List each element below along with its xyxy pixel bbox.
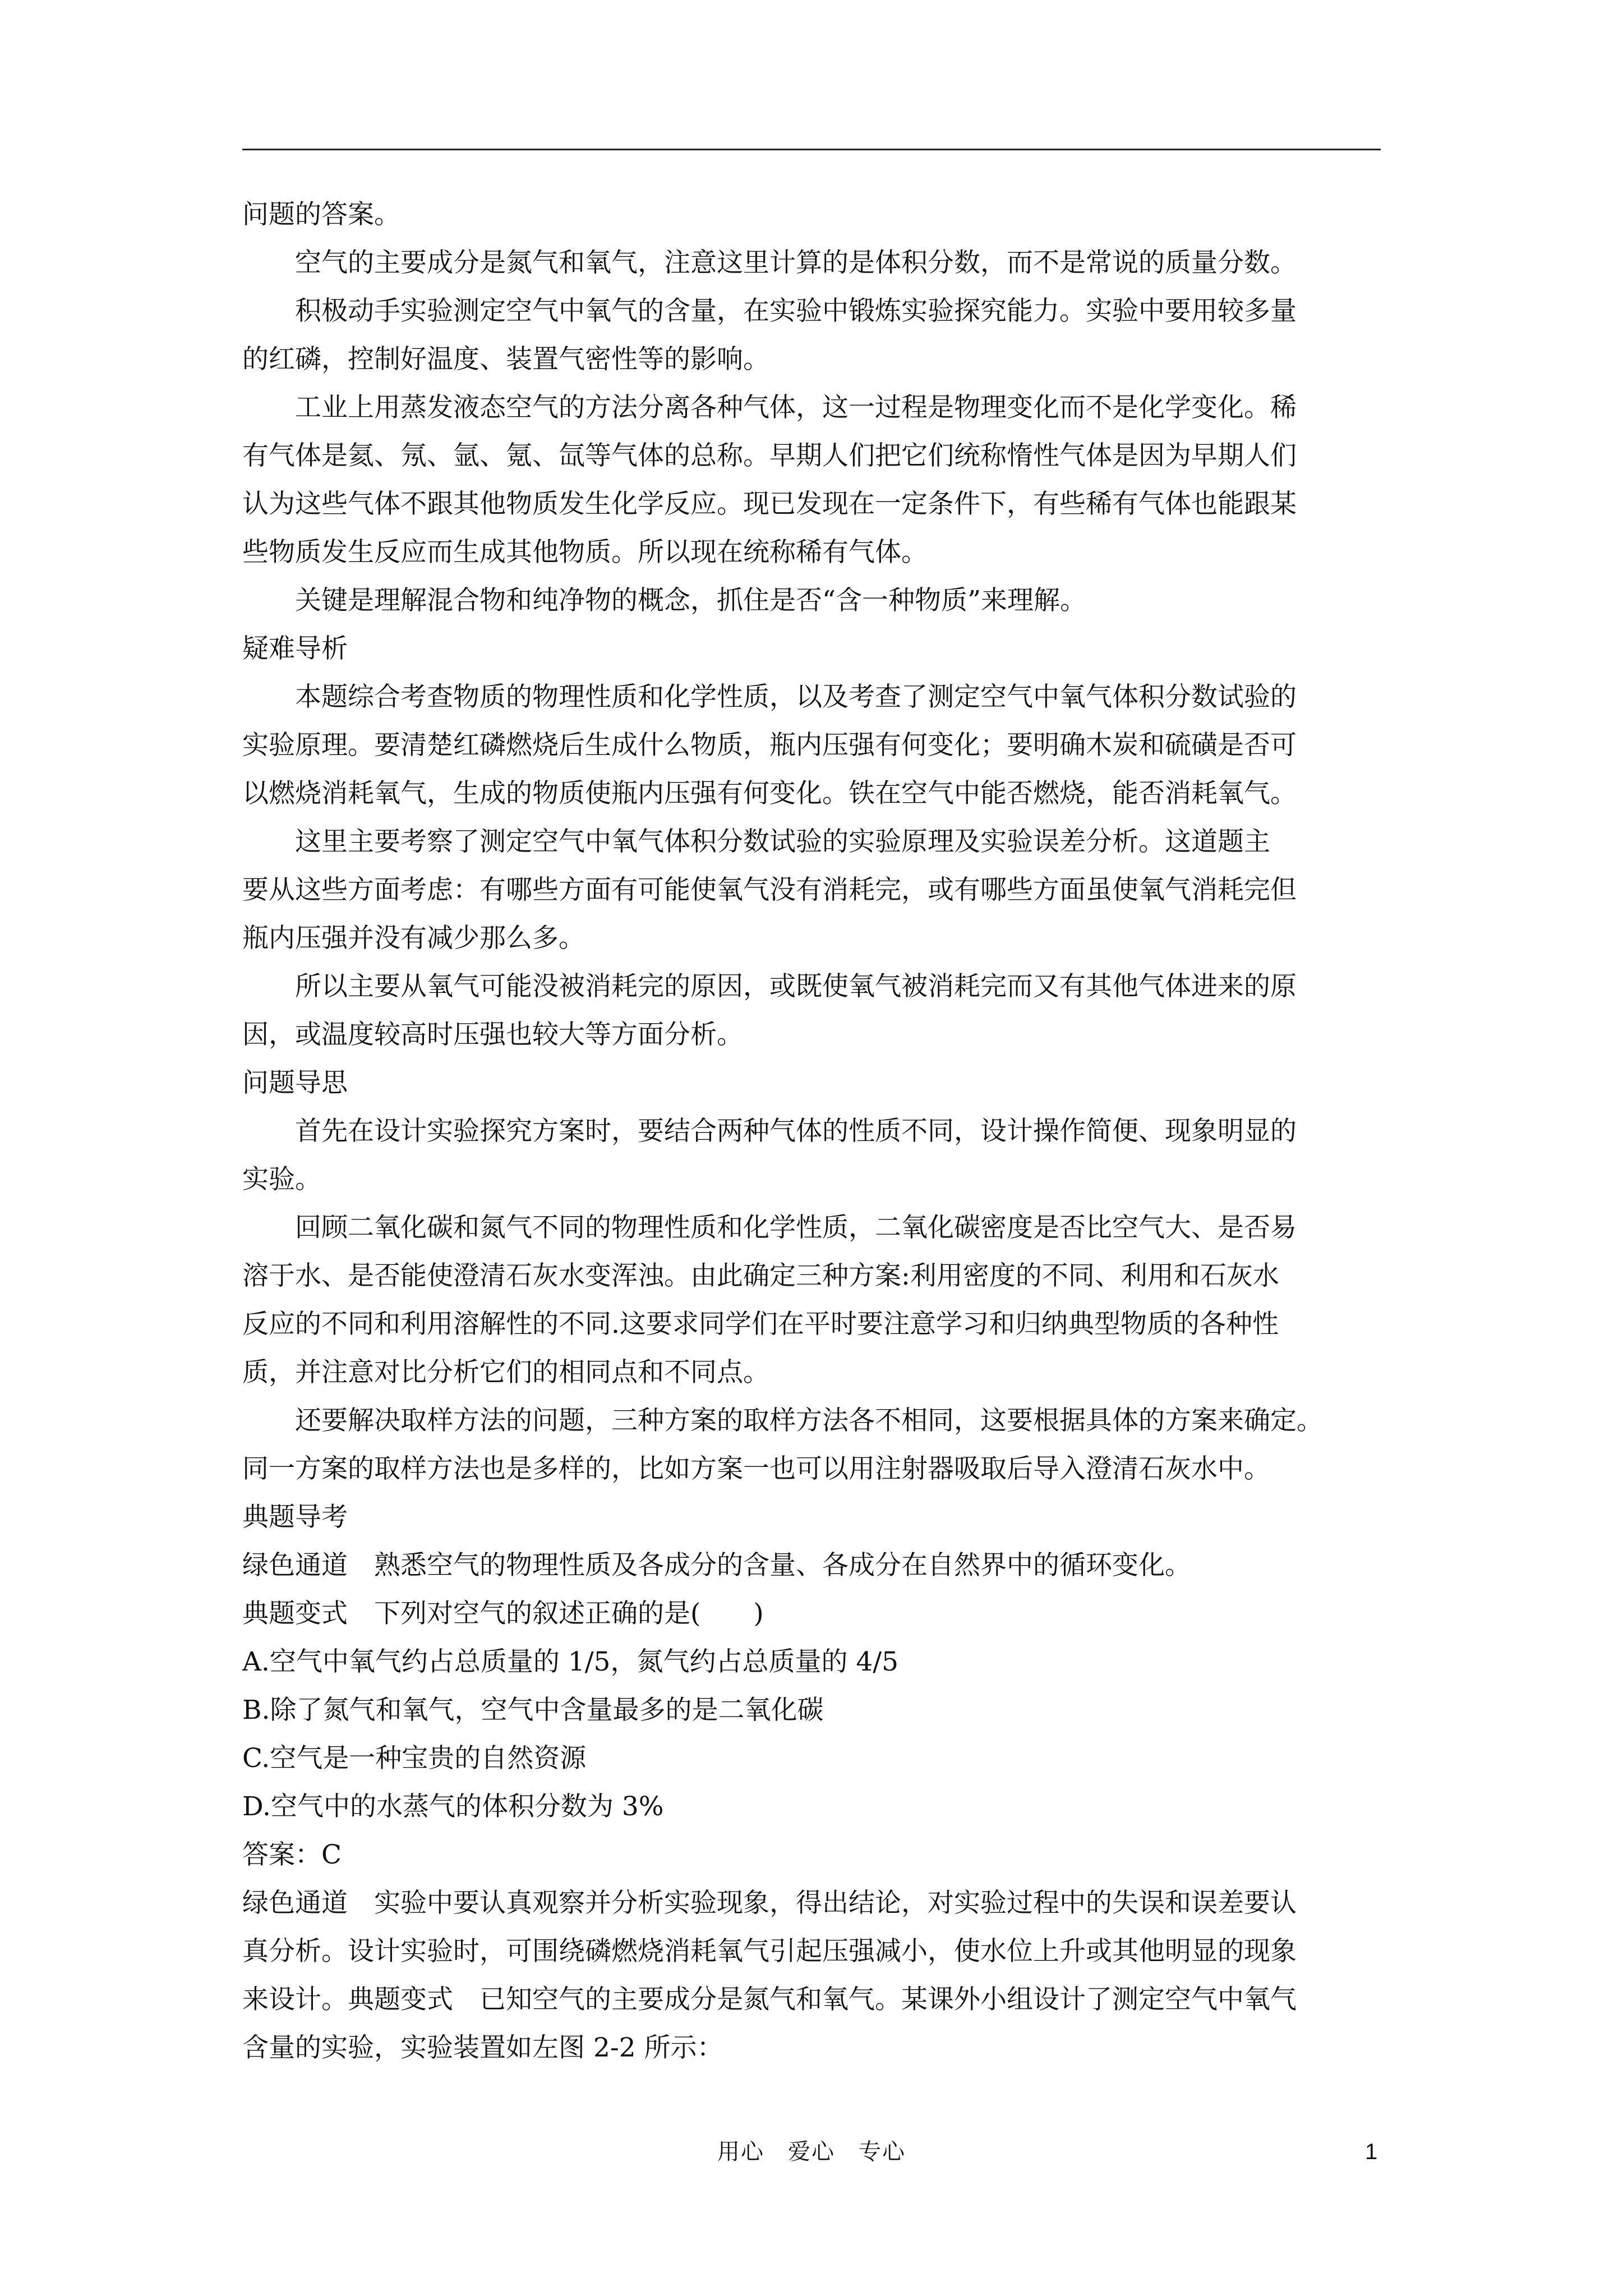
footer-motto-text: 用心 爱心 专心 [717,2139,906,2165]
text-line: 绿色通道 熟悉空气的物理性质及各成分的含量、各成分在自然界中的循环变化。 [242,1550,1191,1581]
text-line: D.空气中的水蒸气的体积分数为 3% [242,1791,664,1822]
footer-motto [0,2136,1623,2168]
text-line: 问题的答案。 [242,199,400,230]
page-number: 1 [1365,2139,1378,2164]
text-line: 的红磷，控制好温度、装置气密性等的影响。 [242,344,769,375]
header-rule [242,149,1381,150]
text-line: 真分析。设计实验时，可围绕磷燃烧消耗氧气引起压强减小，使水位上升或其他明显的现象 [242,1936,1297,1967]
text-line: 疑难导析 [242,633,348,664]
text-line: 含量的实验，实验装置如左图 2-2 所示： [242,2032,723,2063]
text-line: 答案：C [242,1839,342,1870]
text-line: 工业上用蒸发液态空气的方法分离各种气体，这一过程是物理变化而不是化学变化。稀 [295,392,1297,423]
text-line: 些物质发生反应而生成其他物质。所以现在统称稀有气体。 [242,537,928,568]
text-line: 实验。 [242,1164,321,1195]
text-line: A.空气中氧气约占总质量的 1/5，氮气约占总质量的 4/5 [242,1646,899,1677]
text-line: 所以主要从氧气可能没被消耗完的原因，或既使氧气被消耗完而又有其他气体进来的原 [295,971,1297,1002]
text-line: 瓶内压强并没有减少那么多。 [242,923,585,954]
text-line: 来设计。典题变式 已知空气的主要成分是氮气和氧气。某课外小组设计了测定空气中氧气 [242,1984,1297,2015]
text-line: 要从这些方面考虑：有哪些方面有可能使氧气没有消耗完，或有哪些方面虽使氧气消耗完但 [242,875,1297,905]
text-line: 本题综合考查物质的物理性质和化学性质，以及考查了测定空气中氧气体积分数试验的 [295,682,1297,712]
text-line: 还要解决取样方法的问题，三种方案的取样方法各不相同，这要根据具体的方案来确定。 [295,1405,1323,1436]
text-line: 质，并注意对比分析它们的相同点和不同点。 [242,1357,769,1388]
text-line: 同一方案的取样方法也是多样的，比如方案一也可以用注射器吸取后导入澄清石灰水中。 [242,1453,1270,1484]
text-line: 积极动手实验测定空气中氧气的含量，在实验中锻炼实验探究能力。实验中要用较多量 [295,296,1297,326]
text-line: 关键是理解混合物和纯净物的概念，抓住是否“含一种物质”来理解。 [295,585,1087,616]
text-line: 因，或温度较高时压强也较大等方面分析。 [242,1019,743,1050]
text-line: 典题变式 下列对空气的叙述正确的是( ) [242,1598,764,1629]
text-line: 回顾二氧化碳和氮气不同的物理性质和化学性质，二氧化碳密度是否比空气大、是否易 [295,1212,1297,1243]
text-line: 问题导思 [242,1068,348,1098]
text-line: 绿色通道 实验中要认真观察并分析实验现象，得出结论，对实验过程中的失误和误差要认 [242,1888,1297,1918]
text-line: 有气体是氦、氖、氩、氪、氙等气体的总称。早期人们把它们统称惰性气体是因为早期人们 [242,440,1297,471]
text-line: 反应的不同和利用溶解性的不同.这要求同学们在平时要注意学习和归纳典型物质的各种性 [242,1309,1279,1340]
text-line: 这里主要考察了测定空气中氧气体积分数试验的实验原理及实验误差分析。这道题主 [295,826,1270,857]
text-line: 实验原理。要清楚红磷燃烧后生成什么物质，瓶内压强有何变化；要明确木炭和硫磺是否可 [242,730,1297,761]
text-line: C.空气是一种宝贵的自然资源 [242,1743,587,1774]
text-line: 认为这些气体不跟其他物质发生化学反应。现已发现在一定条件下，有些稀有气体也能跟某 [242,489,1297,519]
text-line: 首先在设计实验探究方案时，要结合两种气体的性质不同，设计操作简便、现象明显的 [295,1116,1297,1147]
text-line: B.除了氮气和氧气，空气中含量最多的是二氧化碳 [242,1695,824,1726]
text-line: 以燃烧消耗氧气，生成的物质使瓶内压强有何变化。铁在空气中能否燃烧，能否消耗氧气。 [242,778,1297,809]
text-line: 典题导考 [242,1502,348,1533]
document-body [242,191,1403,2072]
text-line: 空气的主要成分是氮气和氧气，注意这里计算的是体积分数，而不是常说的质量分数。 [295,247,1297,278]
text-line: 溶于水、是否能使澄清石灰水变浑浊。由此确定三种方案:利用密度的不同、利用和石灰水 [242,1260,1279,1291]
